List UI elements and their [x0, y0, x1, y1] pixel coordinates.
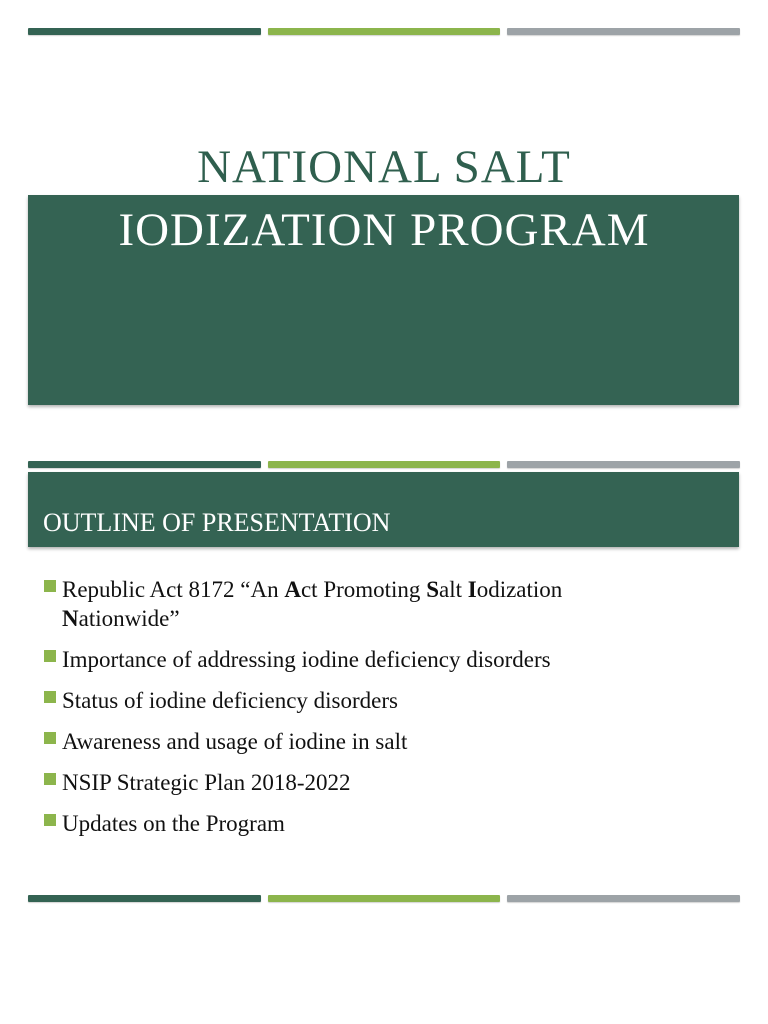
- outline-item: [44, 686, 684, 715]
- accent-stripe-dark: [28, 28, 261, 35]
- accent-stripes-bottom: [28, 895, 740, 902]
- outline-item: [44, 768, 684, 797]
- bullet-square-icon: [44, 773, 56, 785]
- accent-stripes-middle: [28, 461, 740, 468]
- outline-item-text: Awareness and usage of iodine in salt: [62, 729, 408, 754]
- outline-item-text: NSIP Strategic Plan 2018-2022: [62, 770, 351, 795]
- bullet-square-icon: [44, 580, 56, 592]
- outline-list: [44, 575, 684, 850]
- accent-stripe-gray: [507, 461, 740, 468]
- outline-item-text: Status of iodine deficiency disorders: [62, 688, 398, 713]
- outline-item: [44, 727, 684, 756]
- accent-stripe-gray: [507, 28, 740, 35]
- accent-stripe-light: [268, 461, 500, 468]
- outline-item: [44, 809, 684, 838]
- accent-stripe-light: [268, 28, 500, 35]
- slide-title-line1: NATIONAL SALT: [197, 141, 571, 193]
- bullet-square-icon: [44, 732, 56, 744]
- accent-stripes-top: [28, 28, 740, 35]
- accent-stripe-gray: [507, 895, 740, 902]
- bullet-square-icon: [44, 691, 56, 703]
- accent-stripe-dark: [28, 461, 261, 468]
- outline-item-text: Republic Act 8172 “An Act Promoting Salt Iodization Nationwide”: [62, 577, 563, 631]
- bullet-square-icon: [44, 814, 56, 826]
- outline-item: [44, 575, 684, 633]
- accent-stripe-light: [268, 895, 500, 902]
- outline-item: [44, 645, 684, 674]
- outline-heading: OUTLINE OF PRESENTATION: [43, 508, 391, 537]
- slide-title-line2: IODIZATION PROGRAM: [118, 204, 650, 256]
- outline-item-text: Importance of addressing iodine deficiency disorders: [62, 647, 551, 672]
- outline-item-text: Updates on the Program: [62, 811, 285, 836]
- bullet-square-icon: [44, 650, 56, 662]
- accent-stripe-dark: [28, 895, 261, 902]
